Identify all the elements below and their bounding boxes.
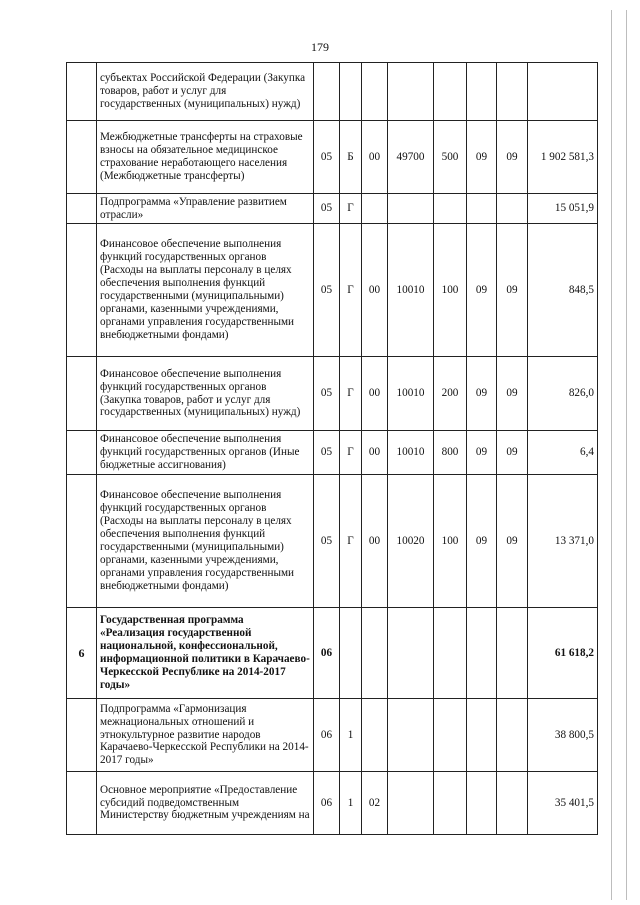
table-row: [67, 772, 598, 835]
code-cell: [362, 63, 388, 121]
code-cell: [467, 63, 497, 121]
code-cell: 00: [362, 357, 388, 431]
amount-cell: 1 902 581,3: [528, 121, 598, 194]
amount-cell: 35 401,5: [528, 772, 598, 835]
code-cell: [388, 772, 434, 835]
table-row: [67, 475, 598, 608]
row-name-cell: Финансовое обеспечение выполнения функций государственных органов (Расходы на выплаты персоналу в целях обеспечения выполнения функций государственными (муниципальными) органами, казенными учреждениями, органами управления государственными внебюджетными фондами): [97, 224, 314, 357]
code-cell: [434, 699, 467, 772]
amount-cell: 6,4: [528, 431, 598, 475]
code-cell: [467, 608, 497, 699]
code-cell: [362, 194, 388, 224]
code-cell: 10010: [388, 431, 434, 475]
code-cell: 09: [497, 431, 528, 475]
code-cell: 09: [497, 357, 528, 431]
code-cell: [497, 772, 528, 835]
table-row: [67, 608, 598, 699]
code-cell: 10020: [388, 475, 434, 608]
table-row: [67, 224, 598, 357]
row-number-cell: [67, 475, 97, 608]
code-cell: 06: [314, 699, 340, 772]
code-cell: 06: [314, 772, 340, 835]
row-number-cell: [67, 224, 97, 357]
code-cell: 09: [467, 431, 497, 475]
amount-cell: 61 618,2: [528, 608, 598, 699]
code-cell: 10010: [388, 224, 434, 357]
code-cell: 02: [362, 772, 388, 835]
code-cell: 200: [434, 357, 467, 431]
row-name-cell: Финансовое обеспечение выполнения функций государственных органов (Закупка товаров, работ и услуг для государственных (муниципальных) нужд): [97, 357, 314, 431]
code-cell: [434, 63, 467, 121]
code-cell: Г: [340, 431, 362, 475]
row-number-cell: [67, 431, 97, 475]
row-number-cell: 6: [67, 608, 97, 699]
code-cell: [362, 699, 388, 772]
table-row: [67, 699, 598, 772]
code-cell: [497, 63, 528, 121]
code-cell: [497, 699, 528, 772]
code-cell: [388, 699, 434, 772]
table-row: [67, 357, 598, 431]
code-cell: 800: [434, 431, 467, 475]
code-cell: [434, 194, 467, 224]
code-cell: Г: [340, 224, 362, 357]
code-cell: [497, 194, 528, 224]
code-cell: [467, 194, 497, 224]
code-cell: 05: [314, 224, 340, 357]
row-name-cell: Основное мероприятие «Предоставление субсидий подведомственным Министерству бюджетным учреждениям на: [97, 772, 314, 835]
table-row: [67, 63, 598, 121]
code-cell: 09: [497, 475, 528, 608]
code-cell: 500: [434, 121, 467, 194]
row-name-cell: Подпрограмма «Управление развитием отрасли»: [97, 194, 314, 224]
code-cell: Г: [340, 194, 362, 224]
code-cell: 09: [467, 475, 497, 608]
table-row: [67, 431, 598, 475]
code-cell: [388, 608, 434, 699]
code-cell: [467, 772, 497, 835]
code-cell: 100: [434, 224, 467, 357]
code-cell: 09: [467, 121, 497, 194]
row-number-cell: [67, 699, 97, 772]
table-row: [67, 121, 598, 194]
code-cell: 49700: [388, 121, 434, 194]
code-cell: Г: [340, 357, 362, 431]
row-number-cell: [67, 63, 97, 121]
table-row: [67, 194, 598, 224]
code-cell: 09: [497, 224, 528, 357]
code-cell: 05: [314, 475, 340, 608]
amount-cell: 15 051,9: [528, 194, 598, 224]
code-cell: 05: [314, 431, 340, 475]
budget-table: [66, 62, 598, 835]
code-cell: 05: [314, 194, 340, 224]
code-cell: 09: [467, 224, 497, 357]
code-cell: 100: [434, 475, 467, 608]
amount-cell: [528, 63, 598, 121]
code-cell: 00: [362, 121, 388, 194]
code-cell: 1: [340, 699, 362, 772]
row-name-cell: Финансовое обеспечение выполнения функций государственных органов (Расходы на выплаты персоналу в целях обеспечения выполнения функций государственными (муниципальными) органами, казенными учреждениями, органами управления государственными внебюджетными фондами): [97, 475, 314, 608]
code-cell: [388, 194, 434, 224]
code-cell: [362, 608, 388, 699]
code-cell: Б: [340, 121, 362, 194]
code-cell: [340, 63, 362, 121]
row-number-cell: [67, 357, 97, 431]
amount-cell: 826,0: [528, 357, 598, 431]
row-name-cell: субъектах Российской Федерации (Закупка товаров, работ и услуг для государственных (муниципальных) нужд): [97, 63, 314, 121]
code-cell: Г: [340, 475, 362, 608]
code-cell: 06: [314, 608, 340, 699]
row-number-cell: [67, 194, 97, 224]
amount-cell: 848,5: [528, 224, 598, 357]
page-number: 179: [311, 40, 329, 54]
row-name-cell: Подпрограмма «Гармонизация межнациональных отношений и этнокультурное развитие народов Карачаево-Черкесской Республики на 2014-2017 годы»: [97, 699, 314, 772]
code-cell: [434, 772, 467, 835]
row-number-cell: [67, 772, 97, 835]
code-cell: 09: [497, 121, 528, 194]
code-cell: 09: [467, 357, 497, 431]
row-name-cell: Государственная программа «Реализация государственной национальной, конфессиональной, информационной политики в Карачаево-Черкесской Республике на 2014-2017 годы»: [97, 608, 314, 699]
amount-cell: 13 371,0: [528, 475, 598, 608]
code-cell: 10010: [388, 357, 434, 431]
code-cell: 00: [362, 431, 388, 475]
code-cell: [314, 63, 340, 121]
row-name-cell: Финансовое обеспечение выполнения функций государственных органов (Иные бюджетные ассигнования): [97, 431, 314, 475]
code-cell: 05: [314, 357, 340, 431]
code-cell: 00: [362, 224, 388, 357]
scan-edge-line: [611, 10, 612, 900]
code-cell: [467, 699, 497, 772]
row-number-cell: [67, 121, 97, 194]
scan-edge-line: [626, 10, 627, 900]
code-cell: 1: [340, 772, 362, 835]
code-cell: [497, 608, 528, 699]
code-cell: 00: [362, 475, 388, 608]
code-cell: [340, 608, 362, 699]
row-name-cell: Межбюджетные трансферты на страховые взносы на обязательное медицинское страхование неработающего населения (Межбюджетные трансферты): [97, 121, 314, 194]
code-cell: [434, 608, 467, 699]
amount-cell: 38 800,5: [528, 699, 598, 772]
code-cell: [388, 63, 434, 121]
code-cell: 05: [314, 121, 340, 194]
